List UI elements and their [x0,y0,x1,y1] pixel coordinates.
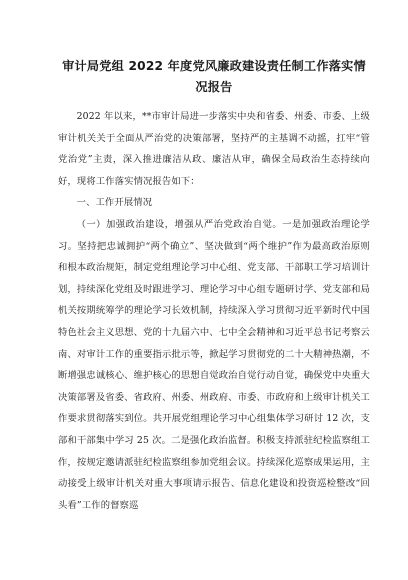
intro-paragraph: 2022 年以来，**市审计局进一步落实中央和省委、州委、市委、上级审计机关关于全面从严治党的决策部署，坚持严的主基调不动摇，扛牢“管党治党”主责，深入推进廉洁从政、廉洁从审，确保全局政治生态持续向好，现将工作落实情况报告如下： [58,111,370,187]
document-title-line2: 况报告 [195,80,233,94]
document-title [58,56,370,98]
document-title-line1: 审计局党组 2022 年度党风廉政建设责任制工作落实情 [62,59,366,73]
section-heading-work-status: 一、工作开展情况 [76,197,153,209]
section-paragraph-political-building: （一）加强政治建设，增强从严治党政治自觉。一是加强政治理论学习。坚持把忠诚拥护“两个确立”、坚决做到“两个维护”作为最高政治原则和根本政治规矩，制定党组理论学习中心组、党支部、干部职工学习培训计划，持续深化党组及时跟进学习、理论学习中心组专题研讨学、党支部和局机关按期统筹学的理论学习长效机制，持续深入学习贯彻习近平新时代中国特色社会主义思想、党的十九届六中、七中全会精神和习近平总书记考察云南、对审计工作的重要指示批示等，掀起学习贯彻党的二十大精神热潮，不断增强忠诚核心、维护核心的思想自觉政治自觉行动自觉，确保党中央重大决策部署及省委、省政府、州委、州政府、市委、市政府和上级审计机关工作要求贯彻落实到位。共开展党组理论学习中心组集体学习研讨 12 次，支部和干部集中学习 25 次。二是强化政治监督。积极支持派驻纪检监察组工作，按规定邀请派驻纪检监察组参加党组会议。持续深化巡察成果运用，主动接受上级审计机关对重大事项请示报告、信息化建设和投资巡检整改“回头看”工作的督察巡 [58,218,370,511]
